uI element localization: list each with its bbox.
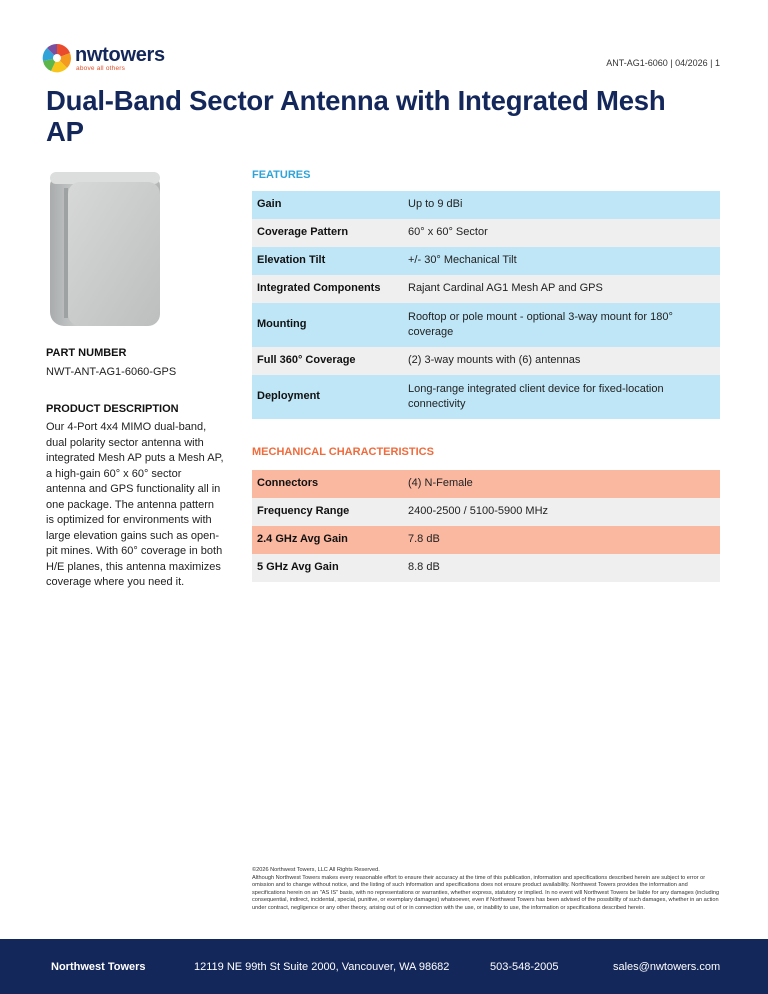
spec-key: Deployment xyxy=(257,390,320,403)
logo-tagline: above all others xyxy=(76,65,126,72)
footer-email[interactable]: sales@nwtowers.com xyxy=(613,961,721,973)
spec-key: Connectors xyxy=(257,477,319,490)
table-row xyxy=(252,554,720,582)
spec-key: Full 360° Coverage xyxy=(257,354,356,367)
mechanical-table xyxy=(252,470,720,582)
table-row xyxy=(252,219,720,247)
spec-key: 2.4 GHz Avg Gain xyxy=(257,533,348,546)
features-table xyxy=(252,191,720,419)
mechanical-title: MECHANICAL CHARACTERISTICS xyxy=(252,446,434,458)
part-number-value: NWT-ANT-AG1-6060-GPS xyxy=(46,366,177,378)
table-row xyxy=(252,498,720,526)
spec-value: 60° x 60° Sector xyxy=(408,226,488,239)
spec-value: 2400-2500 / 5100-5900 MHz xyxy=(408,505,549,518)
antenna-product-image xyxy=(46,168,164,330)
spec-value: Up to 9 dBi xyxy=(408,198,463,211)
spec-key: Elevation Tilt xyxy=(257,254,326,267)
table-row xyxy=(252,303,720,347)
table-row xyxy=(252,247,720,275)
spec-value: 8.8 dB xyxy=(408,561,440,574)
spec-value: Rooftop or pole mount - optional 3-way mount for 180° coverage xyxy=(408,310,673,338)
features-title: FEATURES xyxy=(252,169,311,181)
product-description-label: PRODUCT DESCRIPTION xyxy=(46,403,179,415)
spec-key: Mounting xyxy=(257,318,307,331)
part-number-label: PART NUMBER xyxy=(46,347,127,359)
table-row xyxy=(252,191,720,219)
spec-value: (4) N-Female xyxy=(408,477,473,490)
table-row xyxy=(252,275,720,303)
disclaimer-text: Although Northwest Towers makes every reasonable effort to ensure their accuracy at the time of this publication, information and specifications described herein are subject to error or omission and to change without notice, and the listing of such information and specifications does not ensure product availability. Northwest Towers provides the information and specifications herein on an "AS IS" basis, with no representations or warranties, whether express, statutory or implied. In no event will Northwest Towers be liable for any damages (including consequential, indirect, incidental, special, punitive, or exemplary damages) whatsoever, even if Northwest Towers has been advised of the possibility of such damages, whether in an action under contract, negligence or any other theory, arising out of or in connection with the use, or inability to use, the information or specifications described herein. xyxy=(252,874,720,911)
footer-address: 12119 NE 99th St Suite 2000, Vancouver, WA 98682 xyxy=(194,961,450,973)
footer-phone[interactable]: 503-548-2005 xyxy=(490,961,559,973)
table-row xyxy=(252,375,720,419)
product-description-text: Our 4-Port 4x4 MIMO dual-band, dual polarity sector antenna with integrated Mesh AP puts a Mesh AP, a high-gain 60° x 60° sector antenna and GPS functionality all in one package. The antenna pattern is optimized for environments with large elevation gains such as open-pit mines. With 60° coverage in both H/E planes, this antenna maximizes coverage where you need it. xyxy=(46,421,224,588)
spec-key: Integrated Components xyxy=(257,282,381,295)
logo-wordmark: nwtowers xyxy=(75,44,165,66)
table-row xyxy=(252,347,720,375)
table-row xyxy=(252,470,720,498)
footer-company: Northwest Towers xyxy=(51,961,146,973)
brand-logo xyxy=(42,43,172,75)
copyright-notice: ©2026 Northwest Towers, LLC All Rights Reserved. xyxy=(252,867,380,873)
spec-value: 7.8 dB xyxy=(408,533,440,546)
page-title: Dual-Band Sector Antenna with Integrated Mesh AP xyxy=(46,85,666,147)
spec-key: Coverage Pattern xyxy=(257,226,349,239)
spec-key: Gain xyxy=(257,198,282,211)
spec-key: Frequency Range xyxy=(257,505,350,518)
spec-value: +/- 30° Mechanical Tilt xyxy=(408,254,517,267)
spec-key: 5 GHz Avg Gain xyxy=(257,561,339,574)
logo-pinwheel-icon xyxy=(42,43,72,73)
spec-value: Rajant Cardinal AG1 Mesh AP and GPS xyxy=(408,282,603,295)
legal-disclaimer xyxy=(252,867,722,913)
table-row xyxy=(252,526,720,554)
spec-value: Long-range integrated client device for fixed-location connectivity xyxy=(408,382,664,410)
contact-footer xyxy=(0,939,768,994)
document-reference: ANT-AG1-6060 | 04/2026 | 1 xyxy=(606,58,720,68)
spec-value: (2) 3-way mounts with (6) antennas xyxy=(408,354,581,367)
